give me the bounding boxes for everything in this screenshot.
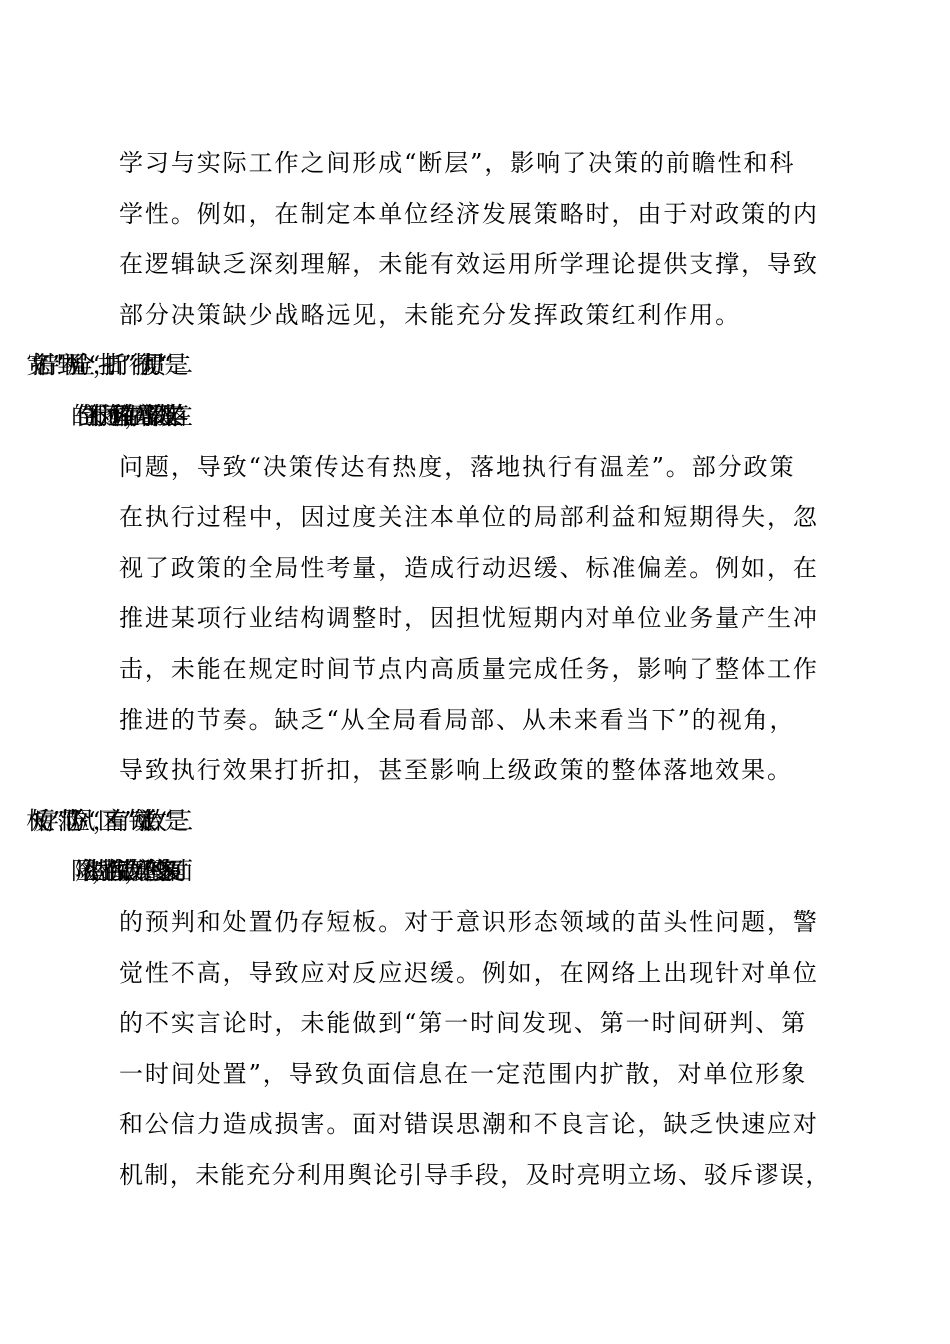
document-body <box>119 138 831 1200</box>
text-line: 部分决策缺少战略远见，未能充分发挥政策红利作用。 <box>119 300 742 329</box>
text-line <box>119 391 831 442</box>
text-line: 的不实言论时，未能做到“第一时间发现、第一时间研判、第 <box>119 1009 808 1038</box>
text-line <box>119 846 831 897</box>
text-line: 击，未能在规定时间节点内高质量完成任务，影响了整体工作 <box>119 654 819 683</box>
text-line: 学习与实际工作之间形成“断层”，影响了决策的前瞻性和科 <box>119 149 796 177</box>
text-line: 视了政策的全局性考量，造成行动迟缓、标准偏差。例如，在 <box>119 553 819 582</box>
section-heading <box>119 340 831 391</box>
text-line: 问题，导致“决策传达有热度，落地执行有温差”。部分政策 <box>119 452 796 481</box>
text-line: 在执行过程中，因过度关注本单位的局部利益和短期得失，忽 <box>119 503 819 532</box>
text-line: 的预判和处置仍存短板。对于意识形态领域的苗头性问题，警 <box>119 907 819 936</box>
section-heading <box>119 796 831 847</box>
text-line: 机制，未能充分利用舆论引导手段，及时亮明立场、驳斥谬误， <box>119 1160 831 1189</box>
text-line: 推进的节奏。缺乏“从全局看局部、从未来看当下”的视角， <box>119 705 796 734</box>
text-line: 一时间处置”，导致负面信息在一定范围内扩散，对单位形象 <box>119 1059 808 1088</box>
text-line: 在逻辑缺乏深刻理解，未能有效运用所学理论提供支撑，导致 <box>119 250 819 279</box>
text-line: 和公信力造成损害。面对错误思潮和不良言论，缺乏快速应对 <box>119 1110 819 1139</box>
text-line: 觉性不高，导致应对反应迟缓。例如，在网络上出现针对单位 <box>119 958 819 987</box>
text-line: 推进某项行业结构调整时，因担忧短期内对单位业务量产生冲 <box>119 604 819 633</box>
text-line: 学性。例如，在制定本单位经济发展策略时，由于对政策的内 <box>119 199 819 228</box>
text-line: 导致执行效果打折扣，甚至影响上级政策的整体落地效果。 <box>119 756 793 785</box>
